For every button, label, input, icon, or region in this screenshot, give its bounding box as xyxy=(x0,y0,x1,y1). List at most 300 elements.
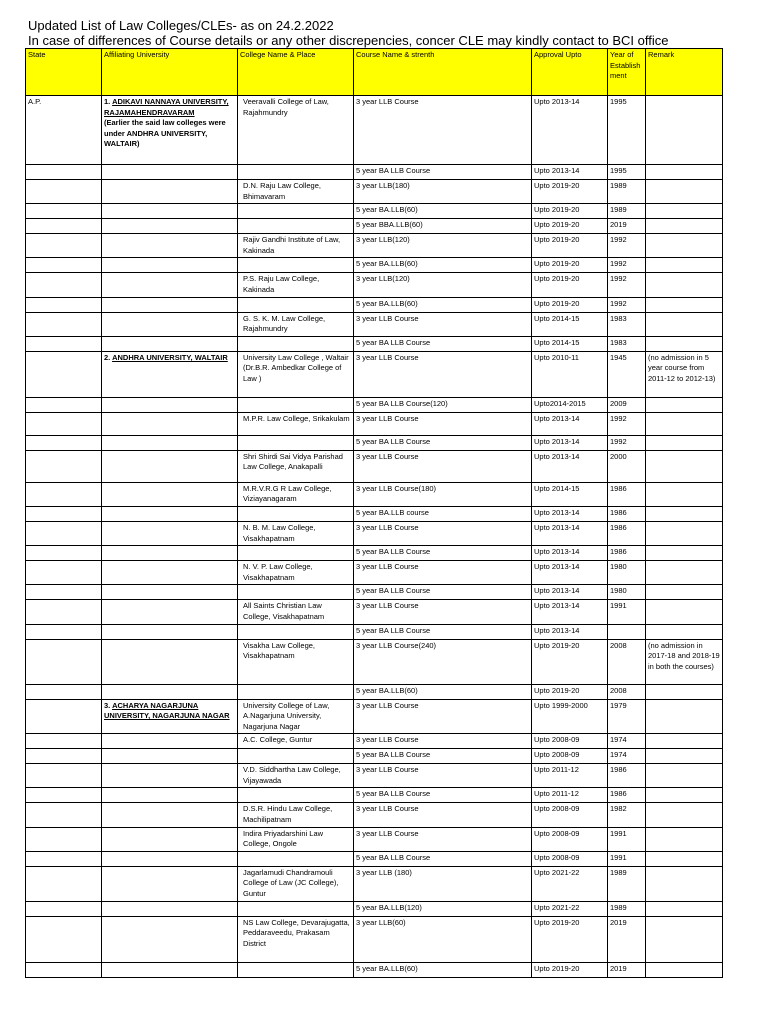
cell-affiliating-university xyxy=(102,165,238,180)
cell-course: 3 year LLB Course(180) xyxy=(354,482,532,506)
cell-affiliating-university xyxy=(102,624,238,639)
cell-course: 5 year BA LLB Course xyxy=(354,624,532,639)
cell-course: 5 year BA.LLB(60) xyxy=(354,258,532,273)
cell-year-of-establishment: 1989 xyxy=(608,204,646,219)
cell-course: 3 year LLB(180) xyxy=(354,180,532,204)
cell-year-of-establishment: 1991 xyxy=(608,851,646,866)
cell-affiliating-university xyxy=(102,258,238,273)
cell-college-name xyxy=(238,435,354,450)
cell-college-name xyxy=(238,901,354,916)
table-row xyxy=(26,219,723,234)
cell-approval-upto: Upto 2010-11 xyxy=(532,351,608,397)
cell-course: 3 year LLB Course xyxy=(354,312,532,336)
cell-approval-upto: Upto 2019-20 xyxy=(532,204,608,219)
cell-affiliating-university xyxy=(102,803,238,827)
cell-year-of-establishment: 1992 xyxy=(608,435,646,450)
cell-affiliating-university xyxy=(102,749,238,764)
cell-state xyxy=(26,180,102,204)
cell-remark xyxy=(646,412,723,435)
cell-state xyxy=(26,803,102,827)
document-title: Updated List of Law Colleges/CLEs- as on 24.2.2022 xyxy=(28,18,334,33)
cell-state xyxy=(26,866,102,901)
cell-affiliating-university xyxy=(102,734,238,749)
cell-course: 3 year LLB Course xyxy=(354,450,532,482)
cell-year-of-establishment: 2009 xyxy=(608,397,646,412)
cell-remark: (no admission in 2017-18 and 2018-19 in both the courses) xyxy=(646,639,723,684)
cell-affiliating-university xyxy=(102,506,238,521)
table-row xyxy=(26,96,723,165)
cell-remark xyxy=(646,521,723,545)
table-row xyxy=(26,764,723,788)
table-row xyxy=(26,165,723,180)
cell-year-of-establishment: 1986 xyxy=(608,546,646,561)
cell-year-of-establishment: 1979 xyxy=(608,699,646,734)
cell-course: 5 year BA LLB Course xyxy=(354,165,532,180)
cell-college-name xyxy=(238,749,354,764)
cell-remark xyxy=(646,788,723,803)
cell-year-of-establishment: 1995 xyxy=(608,96,646,165)
cell-remark xyxy=(646,734,723,749)
cell-approval-upto: Upto 2019-20 xyxy=(532,962,608,977)
cell-course: 3 year LLB Course xyxy=(354,561,532,585)
cell-course: 5 year BA LLB Course xyxy=(354,336,532,351)
cell-college-name: Indira Priyadarshini Law College, Ongole xyxy=(238,827,354,851)
cell-college-name: All Saints Christian Law College, Visakhapatnam xyxy=(238,600,354,624)
cell-remark: (no admission in 5 year course from 2011-12 to 2012-13) xyxy=(646,351,723,397)
cell-remark xyxy=(646,684,723,699)
cell-course: 5 year BA LLB Course xyxy=(354,851,532,866)
header-affiliating-university: Affiliating University xyxy=(102,49,238,96)
cell-affiliating-university xyxy=(102,962,238,977)
cell-state xyxy=(26,234,102,258)
table-body xyxy=(26,96,723,978)
cell-year-of-establishment: 1989 xyxy=(608,180,646,204)
cell-college-name: A.C. College, Guntur xyxy=(238,734,354,749)
cell-approval-upto: Upto 2013-14 xyxy=(532,506,608,521)
cell-college-name xyxy=(238,397,354,412)
cell-approval-upto: Upto 1999-2000 xyxy=(532,699,608,734)
cell-approval-upto: Upto 2013-14 xyxy=(532,561,608,585)
university-number: 3. xyxy=(104,700,111,710)
cell-remark xyxy=(646,624,723,639)
table-row xyxy=(26,788,723,803)
table-row xyxy=(26,600,723,624)
cell-approval-upto: Upto 2019-20 xyxy=(532,234,608,258)
document-subtitle: In case of differences of Course details or any other discrepencies, concer CLE may kindly contact to BCI office xyxy=(28,33,669,48)
cell-remark xyxy=(646,962,723,977)
cell-remark xyxy=(646,450,723,482)
cell-course: 3 year LLB Course xyxy=(354,351,532,397)
cell-course: 5 year BA LLB Course xyxy=(354,435,532,450)
cell-approval-upto: Upto 2019-20 xyxy=(532,684,608,699)
cell-approval-upto: Upto 2011-12 xyxy=(532,788,608,803)
header-college-name: College Name & Place xyxy=(238,49,354,96)
cell-year-of-establishment: 1992 xyxy=(608,273,646,297)
university-note: (Earlier the said law colleges were under ANDHRA UNIVERSITY, WALTAIR) xyxy=(104,118,226,149)
table-row xyxy=(26,901,723,916)
cell-college-name: NS Law College, Devarajugatta, Peddaraveedu, Prakasam District xyxy=(238,916,354,962)
cell-course: 3 year LLB Course xyxy=(354,764,532,788)
cell-approval-upto: Upto 2013-14 xyxy=(532,165,608,180)
cell-affiliating-university xyxy=(102,397,238,412)
cell-affiliating-university xyxy=(102,273,238,297)
cell-approval-upto: Upto 2013-14 xyxy=(532,624,608,639)
cell-affiliating-university xyxy=(102,180,238,204)
university-name: ADIKAVI NANNAYA UNIVERSITY, RAJAMAHENDRAVARAM xyxy=(104,97,229,117)
cell-course: 3 year LLB(120) xyxy=(354,273,532,297)
cell-affiliating-university xyxy=(102,351,238,397)
cell-course: 5 year BA LLB Course xyxy=(354,788,532,803)
table-row xyxy=(26,962,723,977)
cell-remark xyxy=(646,851,723,866)
cell-year-of-establishment: 1992 xyxy=(608,258,646,273)
cell-affiliating-university xyxy=(102,866,238,901)
cell-year-of-establishment: 1995 xyxy=(608,165,646,180)
table-row xyxy=(26,639,723,684)
table-row xyxy=(26,336,723,351)
cell-remark xyxy=(646,273,723,297)
cell-remark xyxy=(646,96,723,165)
cell-course: 3 year LLB Course xyxy=(354,734,532,749)
cell-approval-upto: Upto 2013-14 xyxy=(532,585,608,600)
cell-course: 5 year BA.LLB(60) xyxy=(354,297,532,312)
cell-affiliating-university xyxy=(102,435,238,450)
cell-year-of-establishment: 1986 xyxy=(608,506,646,521)
cell-affiliating-university xyxy=(102,788,238,803)
table-row xyxy=(26,585,723,600)
cell-approval-upto: Upto 2013-14 xyxy=(532,96,608,165)
cell-year-of-establishment: 1980 xyxy=(608,585,646,600)
cell-affiliating-university xyxy=(102,827,238,851)
cell-state xyxy=(26,639,102,684)
cell-affiliating-university xyxy=(102,219,238,234)
cell-state xyxy=(26,336,102,351)
cell-year-of-establishment: 2000 xyxy=(608,450,646,482)
cell-approval-upto: Upto 2013-14 xyxy=(532,450,608,482)
cell-remark xyxy=(646,827,723,851)
cell-approval-upto: Upto2014-2015 xyxy=(532,397,608,412)
cell-affiliating-university xyxy=(102,482,238,506)
cell-year-of-establishment: 2019 xyxy=(608,962,646,977)
cell-approval-upto: Upto 2014-15 xyxy=(532,336,608,351)
cell-remark xyxy=(646,600,723,624)
cell-affiliating-university xyxy=(102,699,238,734)
cell-affiliating-university xyxy=(102,901,238,916)
table-row xyxy=(26,297,723,312)
cell-state xyxy=(26,312,102,336)
cell-state xyxy=(26,351,102,397)
university-name: ANDHRA UNIVERSITY, WALTAIR xyxy=(112,352,228,362)
cell-remark xyxy=(646,336,723,351)
cell-remark xyxy=(646,506,723,521)
cell-year-of-establishment: 1974 xyxy=(608,734,646,749)
table-row xyxy=(26,561,723,585)
cell-remark xyxy=(646,165,723,180)
cell-approval-upto: Upto 2019-20 xyxy=(532,297,608,312)
cell-approval-upto: Upto 2019-20 xyxy=(532,639,608,684)
cell-college-name xyxy=(238,219,354,234)
cell-state xyxy=(26,482,102,506)
cell-approval-upto: Upto 2019-20 xyxy=(532,258,608,273)
cell-course: 3 year LLB Course xyxy=(354,803,532,827)
cell-course: 5 year BA LLB Course xyxy=(354,749,532,764)
cell-state xyxy=(26,749,102,764)
cell-state xyxy=(26,585,102,600)
cell-state xyxy=(26,506,102,521)
cell-college-name: Rajiv Gandhi Institute of Law, Kakinada xyxy=(238,234,354,258)
cell-affiliating-university xyxy=(102,312,238,336)
cell-remark xyxy=(646,219,723,234)
cell-state xyxy=(26,699,102,734)
cell-approval-upto: Upto 2011-12 xyxy=(532,764,608,788)
cell-remark xyxy=(646,561,723,585)
cell-course: 3 year LLB(60) xyxy=(354,916,532,962)
cell-college-name xyxy=(238,258,354,273)
cell-course: 3 year LLB Course xyxy=(354,699,532,734)
cell-state xyxy=(26,273,102,297)
cell-remark xyxy=(646,258,723,273)
cell-college-name: Jagarlamudi Chandramouli College of Law (JC College), Guntur xyxy=(238,866,354,901)
cell-affiliating-university xyxy=(102,336,238,351)
header-approval-upto: Approval Upto xyxy=(532,49,608,96)
cell-college-name: M.P.R. Law College, Srikakulam xyxy=(238,412,354,435)
cell-approval-upto: Upto 2013-14 xyxy=(532,435,608,450)
cell-remark xyxy=(646,764,723,788)
cell-state xyxy=(26,546,102,561)
table-row xyxy=(26,506,723,521)
cell-state xyxy=(26,788,102,803)
cell-affiliating-university xyxy=(102,585,238,600)
cell-remark xyxy=(646,312,723,336)
cell-affiliating-university xyxy=(102,851,238,866)
cell-state xyxy=(26,827,102,851)
cell-approval-upto: Upto 2008-09 xyxy=(532,851,608,866)
cell-state xyxy=(26,165,102,180)
cell-college-name: Shri Shirdi Sai Vidya Parishad Law College, Anakapalli xyxy=(238,450,354,482)
cell-year-of-establishment: 1986 xyxy=(608,788,646,803)
cell-course: 5 year BA.LLB(60) xyxy=(354,684,532,699)
cell-college-name: P.S. Raju Law College, Kakinada xyxy=(238,273,354,297)
cell-state xyxy=(26,624,102,639)
cell-approval-upto: Upto 2019-20 xyxy=(532,273,608,297)
cell-course: 5 year BA.LLB(60) xyxy=(354,204,532,219)
table-row xyxy=(26,749,723,764)
cell-college-name xyxy=(238,546,354,561)
header-course-name: Course Name & strenth xyxy=(354,49,532,96)
cell-college-name xyxy=(238,506,354,521)
cell-remark xyxy=(646,699,723,734)
cell-year-of-establishment: 2008 xyxy=(608,639,646,684)
cell-college-name xyxy=(238,336,354,351)
table-row xyxy=(26,546,723,561)
header-year-of-establishment: Year of Establishment xyxy=(608,49,646,96)
cell-college-name: N. B. M. Law College, Visakhapatnam xyxy=(238,521,354,545)
cell-year-of-establishment: 2019 xyxy=(608,916,646,962)
university-name: ACHARYA NAGARJUNA UNIVERSITY, NAGARJUNA NAGAR xyxy=(104,700,230,721)
table-header-row xyxy=(26,49,723,96)
cell-year-of-establishment xyxy=(608,624,646,639)
cell-affiliating-university xyxy=(102,916,238,962)
cell-remark xyxy=(646,916,723,962)
cell-college-name: M.R.V.R.G R Law College, Viziayanagaram xyxy=(238,482,354,506)
table-row xyxy=(26,397,723,412)
cell-state xyxy=(26,258,102,273)
cell-state xyxy=(26,734,102,749)
cell-year-of-establishment: 1986 xyxy=(608,521,646,545)
cell-college-name xyxy=(238,788,354,803)
table-row xyxy=(26,734,723,749)
table-row xyxy=(26,482,723,506)
cell-state xyxy=(26,561,102,585)
cell-affiliating-university xyxy=(102,764,238,788)
cell-state xyxy=(26,684,102,699)
cell-course: 5 year BA LLB Course(120) xyxy=(354,397,532,412)
cell-course: 5 year BA LLB Course xyxy=(354,585,532,600)
cell-year-of-establishment: 1974 xyxy=(608,749,646,764)
cell-remark xyxy=(646,482,723,506)
cell-college-name: Veeravalli College of Law, Rajahmundry xyxy=(238,96,354,165)
cell-college-name: D.N. Raju Law College, Bhimavaram xyxy=(238,180,354,204)
cell-college-name: University College of Law, A.Nagarjuna University, Nagarjuna Nagar xyxy=(238,699,354,734)
cell-remark xyxy=(646,585,723,600)
cell-approval-upto: Upto 2008-09 xyxy=(532,749,608,764)
cell-remark xyxy=(646,435,723,450)
cell-college-name xyxy=(238,684,354,699)
cell-approval-upto: Upto 2019-20 xyxy=(532,219,608,234)
cell-state xyxy=(26,219,102,234)
cell-college-name xyxy=(238,624,354,639)
cell-year-of-establishment: 1983 xyxy=(608,312,646,336)
cell-affiliating-university xyxy=(102,684,238,699)
cell-college-name xyxy=(238,962,354,977)
cell-year-of-establishment: 1992 xyxy=(608,234,646,258)
cell-remark xyxy=(646,803,723,827)
cell-remark xyxy=(646,234,723,258)
cell-remark xyxy=(646,297,723,312)
table-row xyxy=(26,435,723,450)
cell-state xyxy=(26,901,102,916)
cell-college-name xyxy=(238,204,354,219)
cell-course: 3 year LLB Course xyxy=(354,521,532,545)
cell-affiliating-university xyxy=(102,412,238,435)
cell-course: 3 year LLB Course(240) xyxy=(354,639,532,684)
cell-state xyxy=(26,916,102,962)
cell-affiliating-university xyxy=(102,639,238,684)
cell-affiliating-university xyxy=(102,546,238,561)
cell-remark xyxy=(646,901,723,916)
cell-college-name: V.D. Siddhartha Law College, Vijayawada xyxy=(238,764,354,788)
cell-state: A.P. xyxy=(26,96,102,165)
header-remark: Remark xyxy=(646,49,723,96)
cell-course: 5 year BA.LLB course xyxy=(354,506,532,521)
cell-approval-upto: Upto 2008-09 xyxy=(532,734,608,749)
cell-state xyxy=(26,204,102,219)
table-row xyxy=(26,312,723,336)
table-row xyxy=(26,827,723,851)
cell-affiliating-university xyxy=(102,521,238,545)
cell-college-name: N. V. P. Law College, Visakhapatnam xyxy=(238,561,354,585)
cell-affiliating-university xyxy=(102,204,238,219)
cell-year-of-establishment: 1986 xyxy=(608,764,646,788)
cell-approval-upto: Upto 2019-20 xyxy=(532,180,608,204)
cell-approval-upto: Upto 2014-15 xyxy=(532,482,608,506)
table-row xyxy=(26,450,723,482)
cell-remark xyxy=(646,749,723,764)
cell-state xyxy=(26,600,102,624)
cell-approval-upto: Upto 2008-09 xyxy=(532,803,608,827)
cell-college-name xyxy=(238,585,354,600)
cell-course: 3 year LLB Course xyxy=(354,827,532,851)
cell-course: 3 year LLB Course xyxy=(354,412,532,435)
cell-year-of-establishment: 2019 xyxy=(608,219,646,234)
header-state: State xyxy=(26,49,102,96)
cell-approval-upto: Upto 2021-22 xyxy=(532,901,608,916)
cell-approval-upto: Upto 2014-15 xyxy=(532,312,608,336)
table-row xyxy=(26,684,723,699)
cell-approval-upto: Upto 2013-14 xyxy=(532,412,608,435)
table-row xyxy=(26,851,723,866)
cell-year-of-establishment: 1986 xyxy=(608,482,646,506)
cell-remark xyxy=(646,180,723,204)
cell-course: 3 year LLB(120) xyxy=(354,234,532,258)
cell-year-of-establishment: 1945 xyxy=(608,351,646,397)
cell-approval-upto: Upto 2013-14 xyxy=(532,546,608,561)
cell-state xyxy=(26,450,102,482)
cell-remark xyxy=(646,546,723,561)
table-row xyxy=(26,234,723,258)
cell-state xyxy=(26,435,102,450)
university-number: 2. xyxy=(104,352,111,362)
cell-year-of-establishment: 1991 xyxy=(608,600,646,624)
cell-state xyxy=(26,851,102,866)
table-row xyxy=(26,699,723,734)
cell-remark xyxy=(646,866,723,901)
university-number: 1. xyxy=(104,97,111,106)
cell-year-of-establishment: 1983 xyxy=(608,336,646,351)
cell-course: 3 year LLB Course xyxy=(354,600,532,624)
table-row xyxy=(26,866,723,901)
cell-college-name xyxy=(238,165,354,180)
table-row xyxy=(26,258,723,273)
cell-affiliating-university xyxy=(102,600,238,624)
cell-course: 3 year LLB Course xyxy=(354,96,532,165)
cell-course: 5 year BBA.LLB(60) xyxy=(354,219,532,234)
cell-year-of-establishment: 1989 xyxy=(608,901,646,916)
law-colleges-table xyxy=(25,48,723,978)
cell-college-name: University Law College , Waltair (Dr.B.R. Ambedkar College of Law ) xyxy=(238,351,354,397)
cell-year-of-establishment: 1982 xyxy=(608,803,646,827)
cell-approval-upto: Upto 2019-20 xyxy=(532,916,608,962)
cell-college-name xyxy=(238,851,354,866)
cell-approval-upto: Upto 2013-14 xyxy=(532,521,608,545)
cell-state xyxy=(26,397,102,412)
cell-approval-upto: Upto 2021-22 xyxy=(532,866,608,901)
cell-remark xyxy=(646,397,723,412)
cell-approval-upto: Upto 2013-14 xyxy=(532,600,608,624)
cell-affiliating-university xyxy=(102,234,238,258)
cell-college-name: D.S.R. Hindu Law College, Machilipatnam xyxy=(238,803,354,827)
cell-college-name: Visakha Law College, Visakhapatnam xyxy=(238,639,354,684)
table-row xyxy=(26,351,723,397)
cell-year-of-establishment: 1980 xyxy=(608,561,646,585)
cell-state xyxy=(26,412,102,435)
cell-approval-upto: Upto 2008-09 xyxy=(532,827,608,851)
cell-state xyxy=(26,521,102,545)
cell-college-name: G. S. K. M. Law College, Rajahmundry xyxy=(238,312,354,336)
table-row xyxy=(26,803,723,827)
cell-course: 5 year BA.LLB(60) xyxy=(354,962,532,977)
cell-state xyxy=(26,962,102,977)
